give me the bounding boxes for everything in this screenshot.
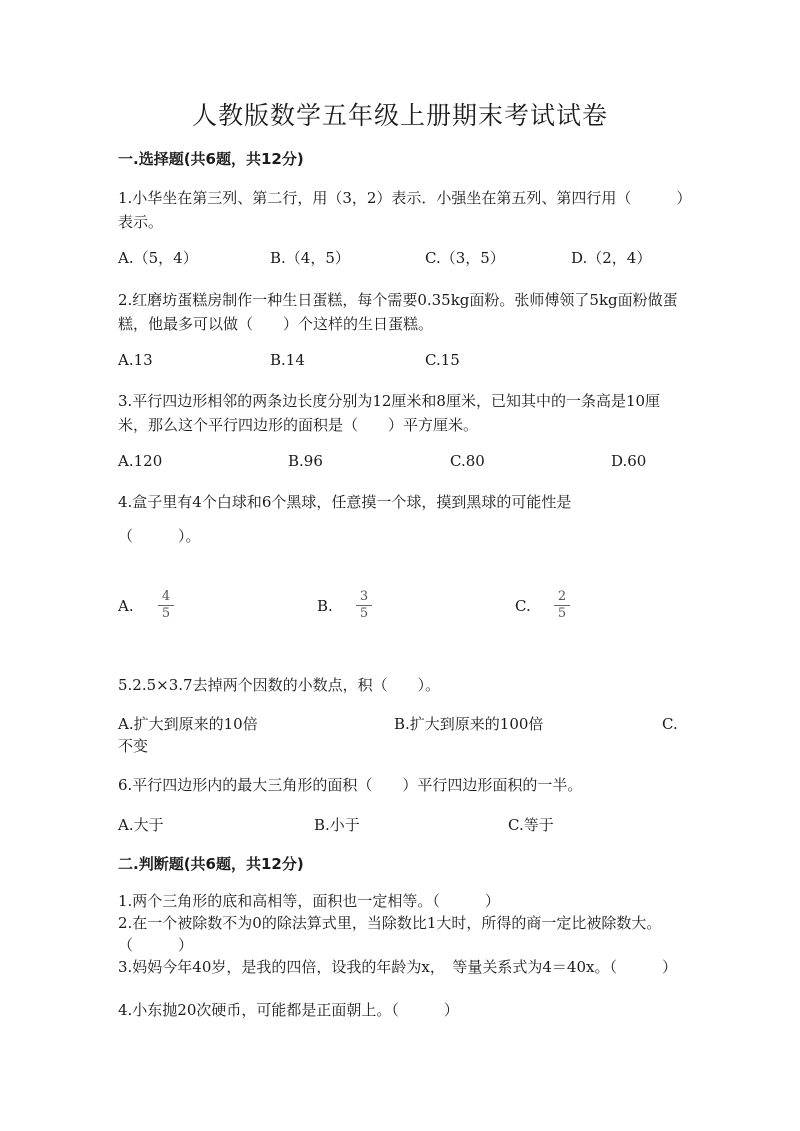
- fraction-numerator: 2: [554, 590, 570, 606]
- tf-item-4: 4.小东抛20次硬币，可能都是正面朝上。（ ）: [118, 1001, 459, 1019]
- q4-option-a-fraction: [158, 590, 174, 621]
- q1-option-b[interactable]: B.（4，5）: [270, 249, 350, 267]
- tf-item-3: 3.妈妈今年40岁，是我的四倍，设我的年龄为x， 等量关系式为4＝40x。（ ）: [118, 958, 677, 976]
- q3-option-c[interactable]: C.80: [450, 452, 485, 470]
- q2-option-c[interactable]: C.15: [425, 351, 460, 369]
- q3-option-b[interactable]: B.96: [288, 452, 323, 470]
- q6-option-c[interactable]: C.等于: [508, 816, 554, 834]
- q5-option-c-text: 不变: [118, 737, 149, 755]
- question-2: 2.红磨坊蛋糕房制作一种生日蛋糕，每个需要0.35kg面粉。张师傅领了5kg面粉做蛋糕，他最多可以做（ ）个这样的生日蛋糕。: [118, 291, 678, 333]
- fraction-numerator: 4: [158, 590, 174, 606]
- section-heading-true-false: 二.判断题(共6题，共12分): [118, 855, 304, 873]
- q1-option-d[interactable]: D.（2，4）: [571, 249, 652, 267]
- q2-option-b[interactable]: B.14: [270, 351, 305, 369]
- tf-item-2: 2.在一个被除数不为0的除法算式里，当除数比1大时，所得的商一定比被除数大。（ ）: [118, 914, 662, 954]
- q2-option-a[interactable]: A.13: [118, 351, 153, 369]
- question-6: 6.平行四边形内的最大三角形的面积（ ）平行四边形面积的一半。: [118, 776, 583, 794]
- q1-option-c[interactable]: C.（3，5）: [425, 249, 505, 267]
- q4-option-c-fraction: [554, 590, 570, 621]
- page-title: 人教版数学五年级上册期末考试试卷: [191, 101, 608, 130]
- q1-option-a[interactable]: A.（5，4）: [118, 249, 198, 267]
- fraction-denominator: 5: [161, 606, 171, 621]
- q4-blank: （ ）。: [118, 527, 201, 545]
- question-3: 3.平行四边形相邻的两条边长度分别为12厘米和8厘米，已知其中的一条高是10厘米，那么这个平行四边形的面积是（ ）平方厘米。: [118, 392, 661, 434]
- q5-option-a[interactable]: A.扩大到原来的10倍: [118, 715, 258, 733]
- question-5: 5.2.5×3.7去掉两个因数的小数点，积（ ）。: [118, 676, 441, 694]
- q5-option-c[interactable]: C.: [662, 715, 678, 733]
- section-heading-choice: 一.选择题(共6题，共12分): [118, 150, 304, 168]
- question-1: 1.小华坐在第三列、第二行，用（3，2）表示．小强坐在第五列、第四行用（ ）表示。: [118, 189, 684, 231]
- q4-option-c[interactable]: C.: [515, 597, 531, 615]
- q5-option-b[interactable]: B.扩大到原来的100倍: [394, 715, 544, 733]
- q6-option-b[interactable]: B.小于: [314, 816, 360, 834]
- tf-item-1: 1.两个三角形的底和高相等，面积也一定相等。（ ）: [118, 892, 500, 910]
- q3-option-a[interactable]: A.120: [118, 452, 163, 470]
- q4-option-a[interactable]: A.: [118, 597, 134, 615]
- q6-option-a[interactable]: A.大于: [118, 816, 164, 834]
- fraction-denominator: 5: [557, 606, 567, 621]
- q3-option-d[interactable]: D.60: [611, 452, 647, 470]
- q4-option-b[interactable]: B.: [317, 597, 333, 615]
- question-4: 4.盒子里有4个白球和6个黑球，任意摸一个球，摸到黑球的可能性是: [118, 493, 572, 511]
- fraction-numerator: 3: [356, 590, 372, 606]
- fraction-denominator: 5: [359, 606, 369, 621]
- q4-option-b-fraction: [356, 590, 372, 621]
